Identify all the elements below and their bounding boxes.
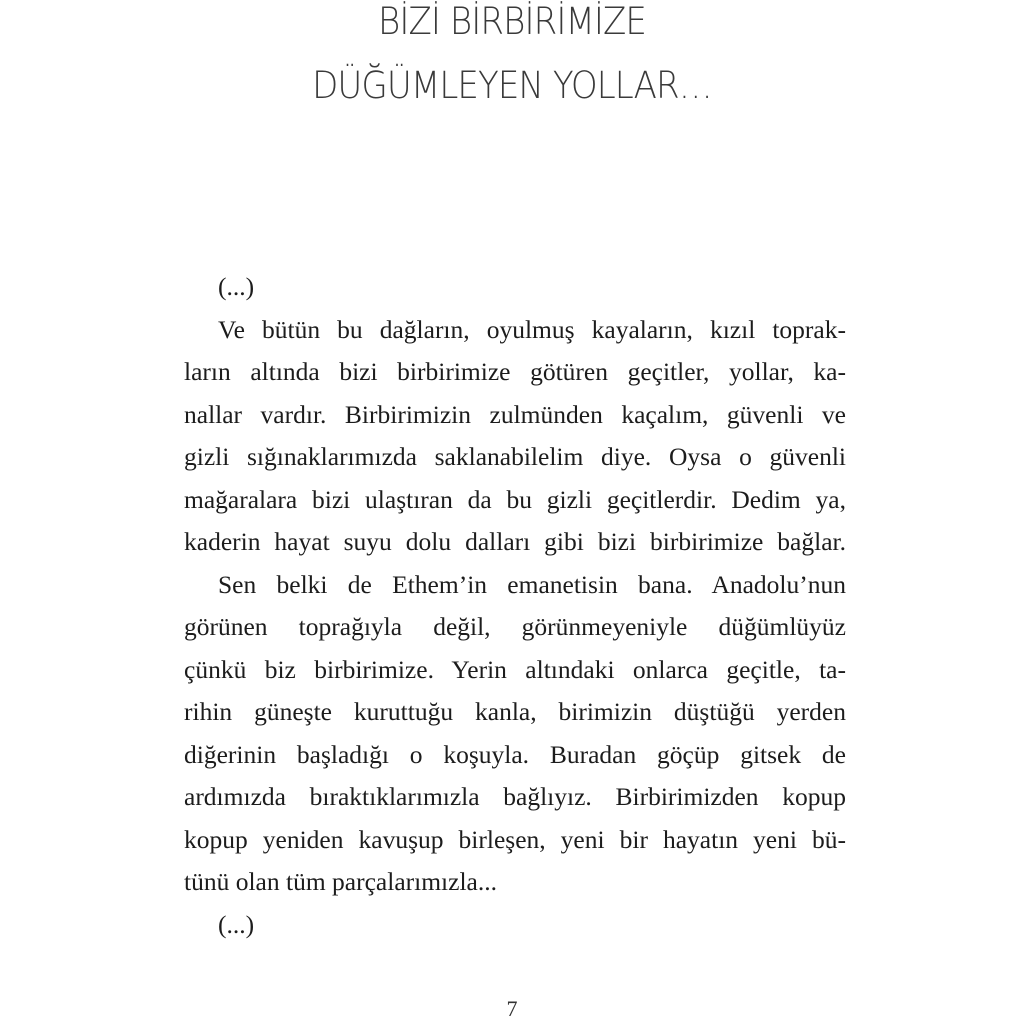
opening-ellipsis: (...) (218, 272, 255, 301)
paragraph-1-line: mağaralara bizi ulaştıran da bu gizli geçitlerdir. Dedim ya, (184, 484, 846, 514)
page-number: 7 (506, 996, 518, 1021)
paragraph-1-line: Ve bütün bu dağların, oyulmuş kayaların, kızıl toprak- (218, 314, 846, 344)
paragraph-2-line: diğerinin başladığı o koşuyla. Buradan göçüp gitsek de (184, 739, 846, 769)
paragraph-2-line: kopup yeniden kavuşup birleşen, yeni bir hayatın yeni bü- (184, 824, 846, 854)
paragraph-2-line: rihin güneşte kuruttuğu kanla, birimizin düştüğü yerden (184, 697, 846, 726)
paragraph-1-line: kaderin hayat suyu dolu dalları gibi bizi birbirimize bağlar. (184, 527, 846, 556)
paragraph-2-line: ardımızda bıraktıklarımızla bağlıyız. Birbirimizden kopup (184, 782, 846, 811)
closing-ellipsis: (...) (218, 909, 255, 939)
paragraph-1-line: ların altında bizi birbirimize götüren geçitler, yollar, ka- (184, 357, 846, 386)
paragraph-2 (184, 564, 846, 904)
paragraph-2-line: tünü olan tüm parçalarımızla... (184, 867, 497, 896)
paragraph-1-line: gizli sığınaklarımızda saklanabilelim diye. Oysa o güvenli (184, 442, 846, 471)
paragraph-2-line: çünkü biz birbirimize. Yerin altındaki onlarca geçitle, ta- (184, 654, 846, 684)
paragraph-1 (184, 309, 846, 564)
paragraph-2-line: görünen toprağıyla değil, görünmeyeniyle düğümlüyüz (184, 612, 846, 641)
chapter-title-line-1: BİZİ BİRBİRİMİZE (377, 0, 647, 43)
paragraph-2-line: Sen belki de Ethem’in emanetisin bana. Anadolu’nun (218, 569, 846, 599)
body-text (184, 266, 846, 946)
paragraph-1-line: nallar vardır. Birbirimizin zulmünden kaçalım, güvenli ve (184, 399, 846, 429)
chapter-title-line-2: DÜĞÜMLEYEN YOLLAR… (312, 64, 712, 107)
